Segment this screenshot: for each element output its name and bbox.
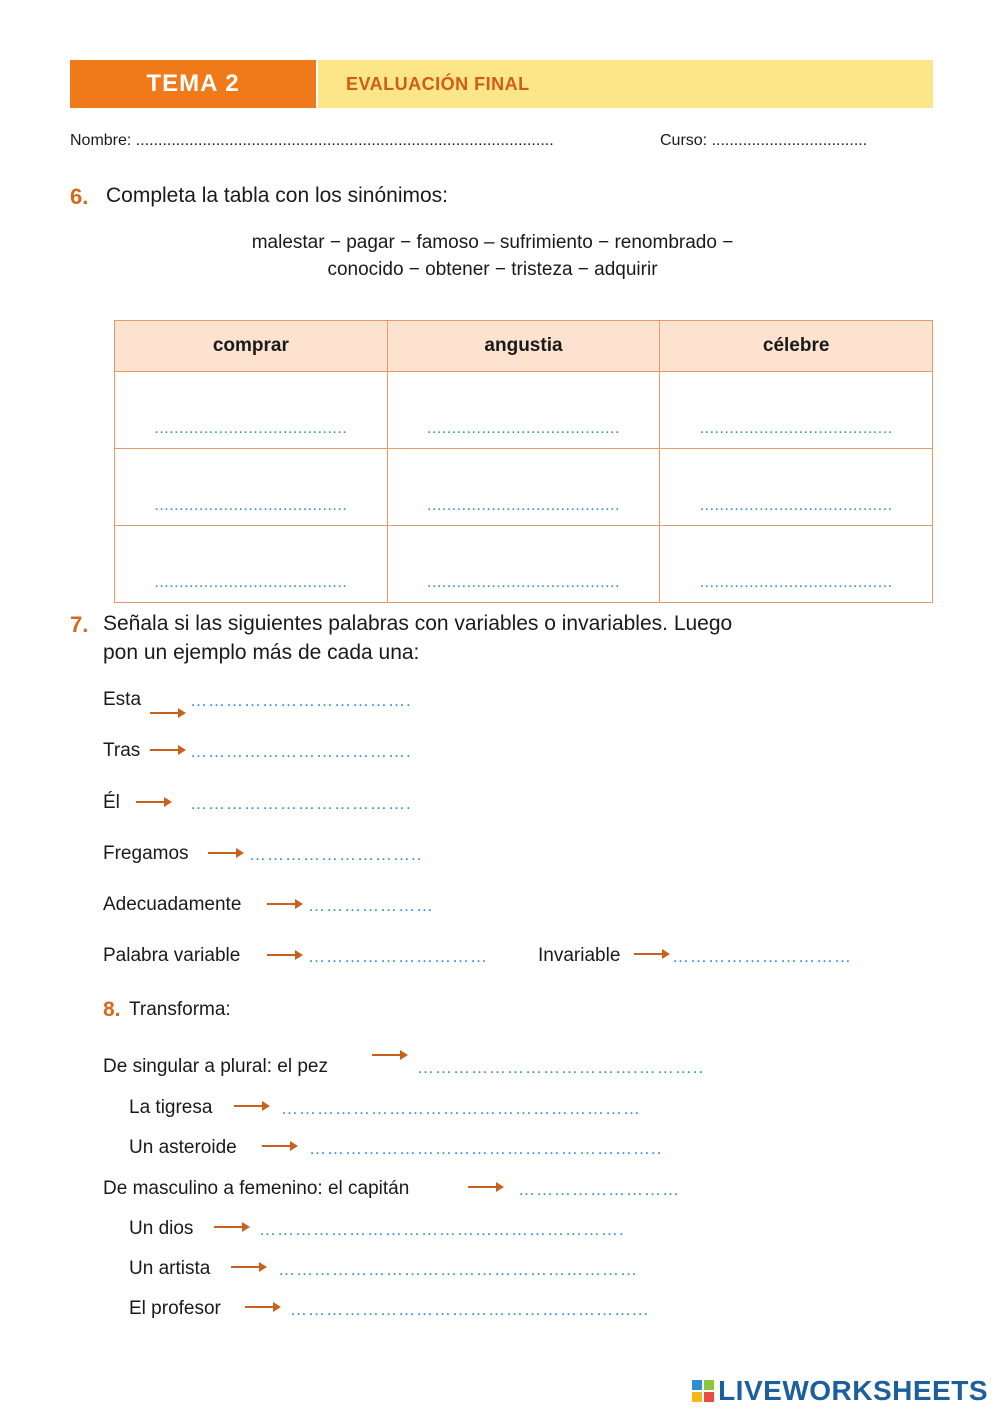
logo-text: LIVEWORKSHEETS: [718, 1375, 988, 1406]
nombre-field[interactable]: Nombre: ..............................................................................................: [70, 132, 554, 149]
word-bank-line-2: conocido − obtener − tristeza − adquirir: [327, 259, 658, 280]
answer-blank[interactable]: .......................................: [115, 372, 388, 449]
answer-blank[interactable]: .......................................: [115, 449, 388, 526]
question-8-prompt: Transforma:: [129, 999, 231, 1020]
question-8-number: 8.: [103, 998, 121, 1021]
table-row: [115, 449, 933, 526]
column-header-comprar: comprar: [115, 321, 388, 372]
word-label-el: Él: [103, 792, 120, 813]
answer-blank[interactable]: …………………: [308, 896, 434, 915]
word-bank-line-1: malestar − pagar − famoso – sufrimiento − renombrado −: [251, 232, 734, 253]
arrow-icon: [267, 897, 303, 911]
answer-blank[interactable]: ……………………………………………………: [281, 1099, 641, 1118]
answer-blank[interactable]: .......................................: [115, 526, 388, 603]
answer-blank[interactable]: ……………………………….………..: [417, 1058, 705, 1077]
question-6-number: 6.: [70, 184, 89, 209]
curso-field[interactable]: Curso: ...................................: [660, 132, 868, 149]
transform-label-masculino-femenino: De masculino a femenino: el capitán: [103, 1178, 410, 1199]
answer-blank[interactable]: …………………………………………………..: [309, 1139, 663, 1158]
answer-blank[interactable]: …………………………………………………….: [259, 1220, 625, 1239]
transform-label-un-dios: Un dios: [129, 1218, 194, 1239]
answer-blank[interactable]: …………………………: [672, 947, 852, 966]
tema-header: TEMA 2: [70, 60, 316, 108]
arrow-icon: [267, 948, 303, 962]
arrow-icon: [136, 795, 172, 809]
answer-blank[interactable]: …………………………: [308, 947, 488, 966]
answer-blank[interactable]: ……………………………….: [190, 742, 412, 761]
word-label-invariable: Invariable: [538, 945, 621, 966]
question-7-prompt-line-2: pon un ejemplo más de cada una:: [103, 641, 420, 664]
transform-label-el-profesor: El profesor: [129, 1298, 221, 1319]
question-7-number: 7.: [70, 612, 89, 637]
word-label-esta: Esta: [103, 689, 142, 710]
arrow-icon: [234, 1099, 270, 1113]
answer-blank[interactable]: .......................................: [387, 526, 660, 603]
question-6-prompt: Completa la tabla con los sinónimos:: [106, 184, 449, 207]
answer-blank[interactable]: …………………………………………………...: [290, 1300, 650, 1319]
table-row: [115, 526, 933, 603]
transform-label-la-tigresa: La tigresa: [129, 1097, 213, 1118]
answer-blank[interactable]: ………………………..: [249, 845, 423, 864]
arrow-icon: [214, 1220, 250, 1234]
liveworksheets-logo: [692, 1375, 988, 1407]
word-label-adecuadamente: Adecuadamente: [103, 894, 242, 915]
evaluation-title: EVALUACIÓN FINAL: [318, 60, 933, 108]
answer-blank[interactable]: ……………………………………………………: [278, 1260, 638, 1279]
question-7-prompt-line-1: Señala si las siguientes palabras con variables o invariables. Luego: [103, 612, 733, 635]
arrow-icon: [231, 1260, 267, 1274]
arrow-icon: [468, 1180, 504, 1194]
word-label-fregamos: Fregamos: [103, 843, 189, 864]
transform-label-un-artista: Un artista: [129, 1258, 211, 1279]
column-header-celebre: célebre: [660, 321, 933, 372]
answer-blank[interactable]: .......................................: [660, 526, 933, 603]
arrow-icon: [245, 1300, 281, 1314]
word-label-palabra-variable: Palabra variable: [103, 945, 241, 966]
table-row: [115, 372, 933, 449]
transform-label-singular-plural: De singular a plural: el pez: [103, 1056, 328, 1077]
answer-blank[interactable]: .......................................: [660, 449, 933, 526]
arrow-icon: [150, 743, 186, 757]
logo-icon: [692, 1380, 714, 1402]
answer-blank[interactable]: ………………………: [518, 1180, 680, 1199]
answer-blank[interactable]: .......................................: [660, 372, 933, 449]
arrow-icon: [150, 706, 186, 720]
transform-label-un-asteroide: Un asteroide: [129, 1137, 237, 1158]
answer-blank[interactable]: ……………………………….: [190, 794, 412, 813]
arrow-icon: [262, 1139, 298, 1153]
answer-blank[interactable]: .......................................: [387, 449, 660, 526]
answer-blank[interactable]: ……………………………….: [190, 691, 412, 710]
answer-blank[interactable]: .......................................: [387, 372, 660, 449]
arrow-icon: [208, 846, 244, 860]
arrow-icon: [634, 947, 670, 961]
column-header-angustia: angustia: [387, 321, 660, 372]
arrow-icon: [372, 1048, 408, 1062]
word-label-tras: Tras: [103, 740, 141, 761]
synonyms-table: [114, 320, 933, 603]
